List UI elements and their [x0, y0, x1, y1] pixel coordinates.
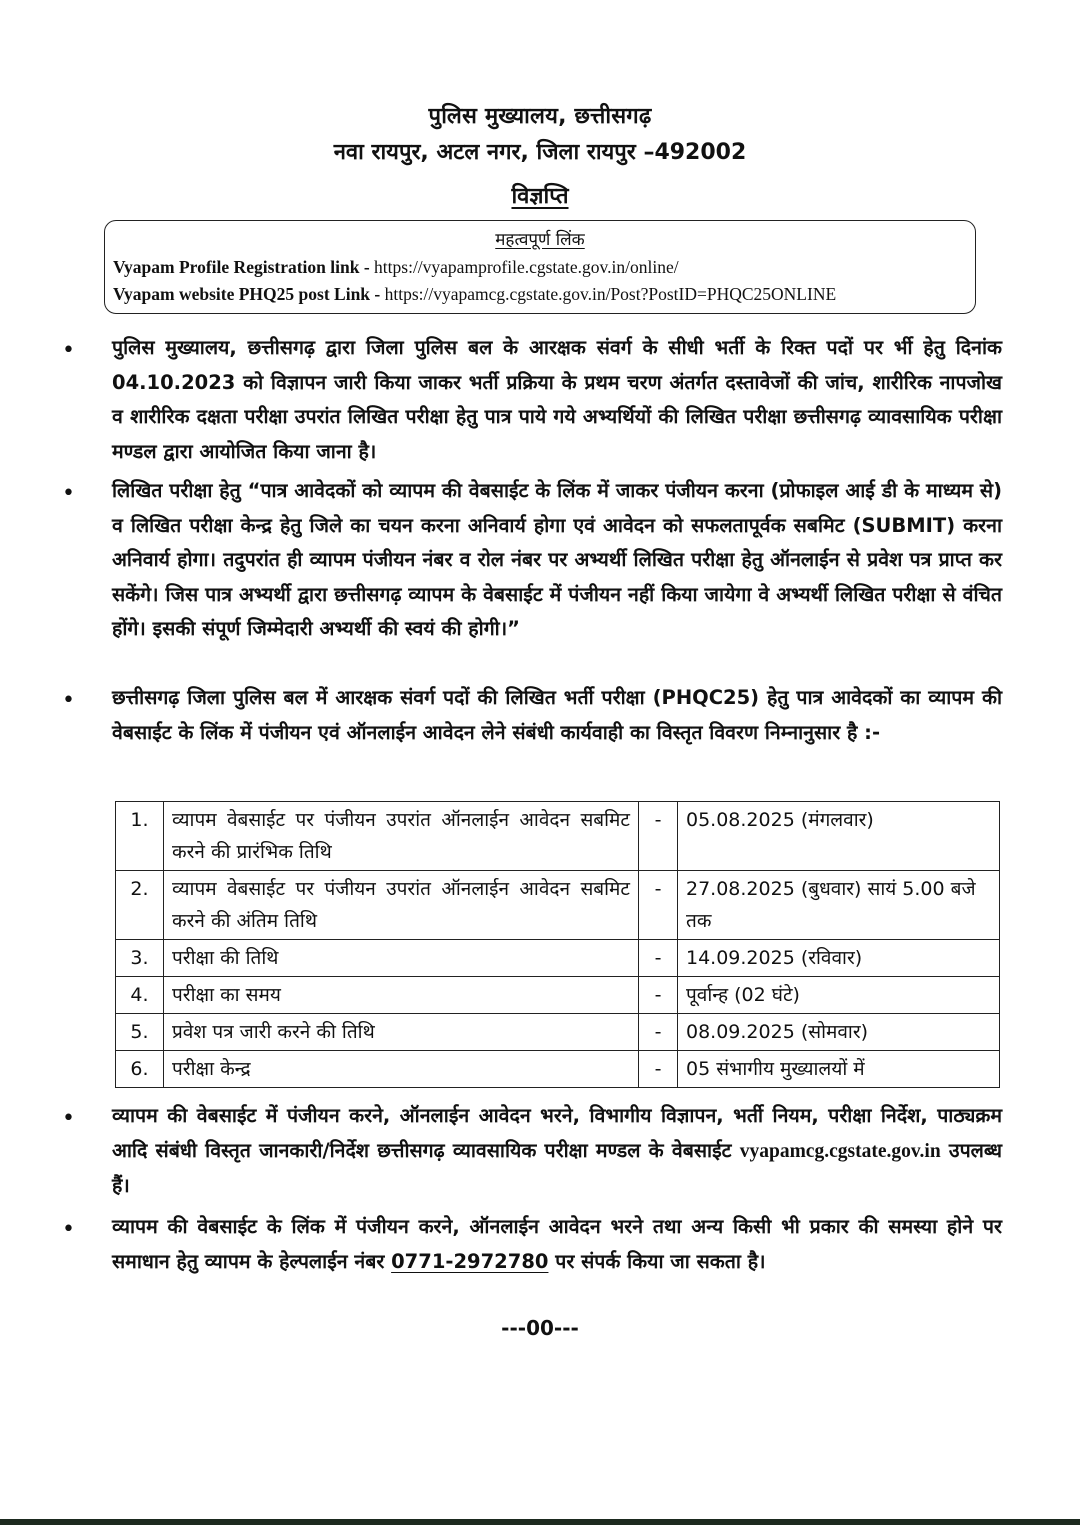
row-dash: -	[639, 1051, 678, 1088]
row-dash: -	[639, 802, 678, 871]
row-value: 27.08.2025 (बुधवार) सायं 5.00 बजे तक	[678, 871, 1000, 940]
helpline-number[interactable]: 0771-2972780	[391, 1249, 549, 1273]
table-row	[116, 977, 1000, 1014]
paragraph-helpline	[112, 1210, 1002, 1279]
post-link-row	[113, 284, 836, 305]
end-mark: ---00---	[501, 1316, 579, 1340]
profile-registration-link-label: Vyapam Profile Registration link -	[113, 257, 370, 277]
website-info-text: व्यापम की वेबसाईट में पंजीयन करने, ऑनलाईन आवेदन भरने, विभागीय विज्ञापन, भर्ती नियम, परीक्षा निर्देश, पाठ्यक्रम आदि संबंधी विस्तृत जानकारी/निर्देश छत्तीसगढ़ व्यावसायिक परीक्षा मण्डल के वेबसाईट	[112, 1104, 1002, 1162]
row-dash: -	[639, 1014, 678, 1051]
post-link-label: Vyapam website PHQ25 post Link -	[113, 284, 381, 304]
table-row	[116, 871, 1000, 940]
bullet-icon: •	[62, 688, 75, 713]
row-dash: -	[639, 977, 678, 1014]
important-links-heading-text: महत्वपूर्ण लिंक	[495, 230, 585, 250]
row-value: 14.09.2025 (रविवार)	[678, 940, 1000, 977]
row-number: 6.	[116, 1051, 164, 1088]
paragraph-schedule-intro: छत्तीसगढ़ जिला पुलिस बल में आरक्षक संवर्ग पदों की लिखित भर्ती परीक्षा (PHQC25) हेतु पात्र आवेदकों का व्यापम की वेबसाईट के लिंक में पंजीयन एवं ऑनलाईन आवेदन लेने संबंधी कार्यवाही का विस्तृत विवरण निम्नानुसार है :-	[112, 686, 1002, 744]
schedule-table	[115, 801, 1000, 1088]
table-row	[116, 940, 1000, 977]
table-row	[116, 1014, 1000, 1051]
paragraph-registration-rules: लिखित परीक्षा हेतु “पात्र आवेदकों को व्यापम की वेबसाईट के लिंक में जाकर पंजीयन करना (प्रोफाइल आई डी के माध्यम से) व लिखित परीक्षा केन्द्र हेतु जिले का चयन करना अनिवार्य होगा एवं आवेदन को सफलतापूर्वक सबमिट (SUBMIT) करना अनिवार्य होगा। तदुपरांत ही व्यापम पंजीयन नंबर व रोल नंबर पर अभ्यर्थी लिखित परीक्षा हेतु ऑनलाईन से प्रवेश पत्र प्राप्त कर सकेंगे। जिस पात्र अभ्यर्थी द्वारा छत्तीसगढ़ व्यापम के वेबसाईट में पंजीयन नहीं किया जायेगा वे अभ्यर्थी लिखित परीक्षा से वंचित होंगे। इसकी संपूर्ण जिम्मेदारी अभ्यर्थी की स्वयं की होगी।”	[112, 479, 1002, 640]
table-row	[116, 802, 1000, 871]
bullet-icon: •	[62, 338, 75, 363]
row-number: 1.	[116, 802, 164, 871]
row-number: 2.	[116, 871, 164, 940]
row-number: 5.	[116, 1014, 164, 1051]
important-links-heading	[105, 227, 975, 250]
helpline-text: व्यापम की वेबसाईट के लिंक में पंजीयन करने, ऑनलाईन आवेदन भरने तथा अन्य किसी भी प्रकार की समस्या होने पर समाधान हेतु व्यापम के हेल्पलाईन नंबर	[112, 1215, 1002, 1273]
profile-registration-link-url[interactable]: https://vyapamprofile.cgstate.gov.in/online/	[374, 257, 679, 277]
bullet-icon: •	[62, 1106, 75, 1131]
row-label: व्यापम वेबसाईट पर पंजीयन उपरांत ऑनलाईन आवेदन सबमिट करने की प्रारंभिक तिथि	[164, 802, 639, 871]
row-dash: -	[639, 871, 678, 940]
row-value: 05.08.2025 (मंगलवार)	[678, 802, 1000, 871]
row-label: व्यापम वेबसाईट पर पंजीयन उपरांत ऑनलाईन आवेदन सबमिट करने की अंतिम तिथि	[164, 871, 639, 940]
row-number: 4.	[116, 977, 164, 1014]
row-value: पूर्वान्ह (02 घंटे)	[678, 977, 1000, 1014]
bottom-edge-divider	[0, 1519, 1080, 1525]
paragraph-recruitment-info: पुलिस मुख्यालय, छत्तीसगढ़ द्वारा जिला पुलिस बल के आरक्षक संवर्ग के सीधी भर्ती के रिक्त पदों पर र्भी हेतु दिनांक 04.10.2023 को विज्ञापन जारी किया जाकर भर्ती प्रक्रिया के प्रथम चरण अंतर्गत दस्तावेजों की जांच, शारीरिक नापजोख व शारीरिक दक्षता परीक्षा उपरांत लिखित परीक्षा हेतु पात्र पाये गये अभ्यर्थियों की लिखित परीक्षा छत्तीसगढ़ व्यावसायिक परीक्षा मण्डल द्वारा आयोजित किया जाना है।	[112, 336, 1002, 463]
row-number: 3.	[116, 940, 164, 977]
important-links-box	[104, 220, 976, 314]
row-dash: -	[639, 940, 678, 977]
office-address: नवा रायपुर, अटल नगर, जिला रायपुर –492002	[333, 140, 747, 165]
notice-title	[0, 180, 1080, 210]
office-name: पुलिस मुख्यालय, छत्तीसगढ़	[428, 104, 652, 129]
vyapam-website[interactable]: vyapamcg.cgstate.gov.in	[739, 1140, 941, 1162]
row-label: परीक्षा की तिथि	[164, 940, 639, 977]
helpline-suffix: पर संपर्क किया जा सकता है।	[555, 1249, 766, 1273]
row-value: 08.09.2025 (सोमवार)	[678, 1014, 1000, 1051]
bullet-icon: •	[62, 1217, 75, 1242]
bullet-icon: •	[62, 481, 75, 506]
notice-title-text: विज्ञप्ति	[511, 184, 569, 209]
table-row	[116, 1051, 1000, 1088]
paragraph-website-info	[112, 1099, 1002, 1204]
row-value: 05 संभागीय मुख्यालयों में	[678, 1051, 1000, 1088]
row-label: परीक्षा केन्द्र	[164, 1051, 639, 1088]
row-label: परीक्षा का समय	[164, 977, 639, 1014]
row-label: प्रवेश पत्र जारी करने की तिथि	[164, 1014, 639, 1051]
website-info-suffix: उपलब्ध हैं।	[112, 1138, 1003, 1197]
profile-registration-link-row	[113, 257, 679, 278]
post-link-url[interactable]: https://vyapamcg.cgstate.gov.in/Post?PostID=PHQC25ONLINE	[384, 284, 837, 304]
